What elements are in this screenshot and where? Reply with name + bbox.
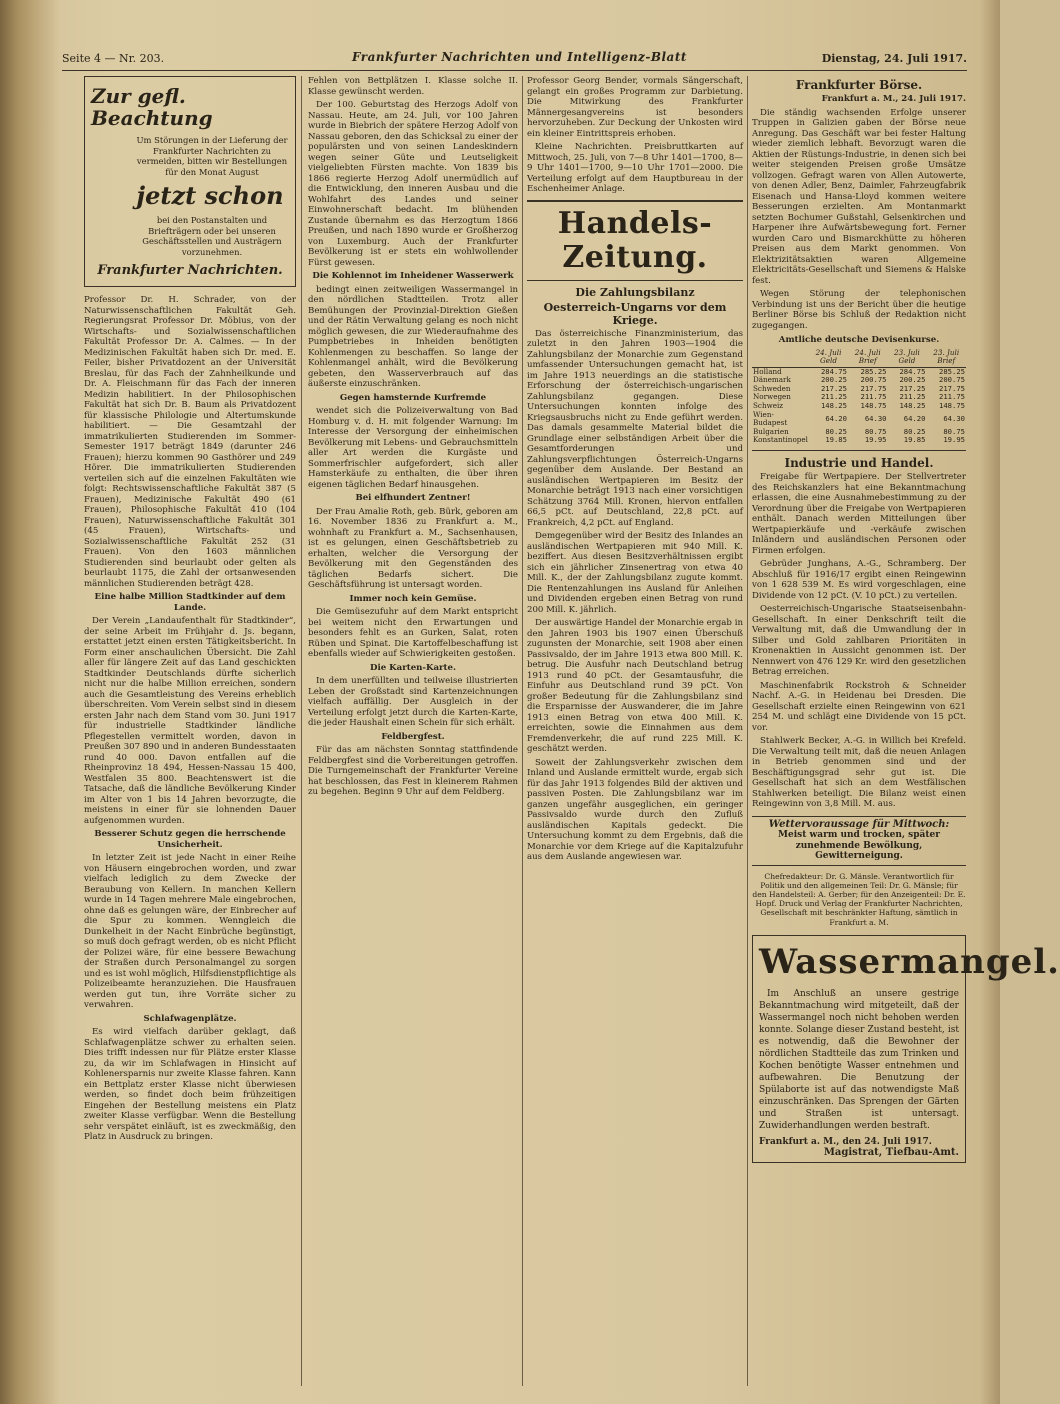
fx-rate: 19.85 [903,435,926,445]
article-text: Der Verein „Landaufenthalt für Stadtkinder“, der seine Arbeit im Frühjahr d. Js. begann, erstattet jetzt einen ersten Tätigkeitsbericht. In Form einer anschaulichen Übersicht. Die Zahl aller für längere Zeit auf das Land geschickten Stadtkinder Deutschlands dürfte sicherlich nicht nur die halbe Million erreichen, sondern auch die Gesamtleistung des Vereins erheblich überschreiten. Vom Verein selbst sind in diesem ersten Jahr nach dem Stand vom 30. Juni 1917 für industrielle Stadtkinder ländliche Pflegestellen vermittelt worden, davon in Preußen 307 890 und in anderen Bundesstaaten rund 40 000. Davon entfallen auf die Rheinprovinz 18 494, Hessen-Nassau 15 400, Westfalen 35 800. Beachtenswert ist die Tatsache, daß die ländliche Bevölkerung Kinder im Alter von 1 bis 14 Jahren bevorzugte, die meistens in einer für sie lohnenden Dauer aufgenommen wurden. [84,616,296,826]
fx-row [752,411,966,428]
fx-header-cell: 23. Juli Geld [887,348,926,368]
article-text: Gebrüder Junghans, A.-G., Schramberg. Der Abschluß für 1916/17 ergibt einen Reingewinn von 1 628 539 M. Es wird vorgeschlagen, eine Dividende von 12 pCt. (V. 10 pCt.) zu verteilen. [752,559,966,601]
article-text: Demgegenüber wird der Besitz des Inlandes an ausländischen Wertpapieren mit 940 Mill. K. beziffert. Aus diesen Besitzverhältnissen ergibt sich ein jährlicher Zinsenertrag von etwa 40 Mill. K., der der Zahlungsbilanz zugute kommt. Die Rentenzahlungen ins Ausland für Anleihen und Dividenden ergeben einen Betrag von rund 200 Mill. K. jährlich. [527,531,743,615]
boerse-dateline: Frankfurt a. M., 24. Juli 1917. [821,94,966,104]
fx-rate: 217.25 [899,383,926,393]
fx-rate: 284.75 [820,366,847,376]
subscription-notice [84,76,296,287]
fx-currency: Wien-Budapest [753,409,788,428]
article-text: Der auswärtige Handel der Monarchie ergab in den Jahren 1903 bis 1907 einen Überschuß zugunsten der Monarchie, seit 1908 aber einen Passivsaldo, der im Jahre 1913 etwa 800 Mill. K. betrug. Die Ausfuhr nach Deutschland betrug 1913 rund 40 pCt. der Gesamtausfuhr, die Einfuhr aus Deutschland rund 39 pCt. Von großer Bedeutung für die Zahlungsbilanz sind die Ersparnisse der Auswanderer, die im Jahre 1913 einen Betrag von etwa 400 Mill. K. erreichten, sowie die Einnahmen aus dem Fremdenverkehr, die auf rund 225 Mill. K. geschätzt werden. [527,618,743,754]
column-4 [752,76,1060,1386]
article-heading: Eine halbe Million Stadtkinder auf dem Lande. [94,592,286,613]
article-heading: Die Karten-Karte. [370,662,456,673]
fx-rate: 19.95 [943,435,965,445]
wassermangel-date: Frankfurt a. M., den 24. Juli 1917. [759,1136,932,1147]
column-rule [747,76,748,1386]
fx-row [752,436,966,445]
weather-forecast: Meist warm und trocken, später zunehmende Bewölkung, Gewitterneigung. [778,830,940,862]
fx-rate: 80.75 [943,426,965,436]
column-2 [308,76,518,1386]
notice-body: Um Störungen in der Lieferung der Frankfurter Nachrichten zu vermeiden, bitten wir Bestellungen für den Monat August [136,135,288,177]
fx-rate: 200.25 [899,375,926,385]
fx-currency: Norwegen [753,392,791,402]
masthead: Frankfurter Nachrichten und Intelligenz-Blatt [352,50,687,64]
article-text: Fehlen von Bettplätzen I. Klasse solche II. Klasse gewünscht werden. [308,76,518,97]
article-text: In dem unerfüllten und teilweise illustrierten Leben der Großstadt sind Kartenzeichnungen vielfach auffällig. Der Ausgleich in der Verteilung erfolgt jetzt durch die Karten-Karte, die jeder Haushalt einen Schein für sich erhält. [308,676,518,728]
article-text: Maschinenfabrik Rockstroh & Schneider Nachf. A.-G. in Heidenau bei Dresden. Die Gesellschaft erzielte einen Reingewinn von 621 254 M. und schlägt eine Dividende von 15 pCt. vor. [752,680,966,733]
notice-body-2: bei den Postanstalten und Briefträgern oder bei unseren Geschäftsstellen und Austrägern vorzunehmen. [142,215,282,257]
imprint: Chefredakteur: Dr. G. Mänsle. Verantwortlich für Politik und den allgemeinen Teil: Dr. G. Mänsle; für den Handelsteil: A. Gerber; für den Anzeigenteil: Dr. E. Hopf. Druck und Verlag der Frankfurter Nachrichten, Gesellschaft mit beschränkter Haftung, sämtlich in Frankfurt a. M. [752,871,966,927]
fx-rate: 19.85 [825,435,847,445]
article-heading: Schlafwagenplätze. [143,1013,237,1024]
article-text: Die ständig wachsenden Erfolge unserer Truppen in Galizien gaben der Börse neue Anregung. Das Geschäft war bei fester Haltung wieder ziemlich lebhaft. Bevorzugt waren die Aktien der Rüstungs-Industrie, in denen sich bei weiter steigenden Preisen große Umsätze vollzogen. Gefragt waren von Allen Autowerte, von denen Adler, Benz, Daimler, Fahrzeugfabrik Eisenach und Hansa-Lloyd kommen weitere Besserungen erzielten. Am Montanmarkt setzten Bochumer Gußstahl, Gelsenkirchen und Harpener ihre Aufwärtsbewegung fort. Ferner wurden Caro und Bismarckhütte zu höheren Preisen aus dem Markt genommen. Von Elektrizitätsaktien waren Allgemeine Elektricitäts-Gesellschaft und Siemens & Halske fest. [752,107,966,286]
fx-currency: Dänemark [753,375,791,385]
fx-rate: 80.25 [903,426,926,436]
weather-title: Wettervoraussage für Mittwoch: [768,818,950,830]
wassermangel-notice [752,935,1060,1164]
article-text: Stahlwerk Becker, A.-G. in Willich bei Krefeld. Die Verwaltung teilt mit, daß die neuen Anlagen in Betrieb genommen sind und der Beschäftigungsgrad sehr gut ist. Die Gesellschaft hat sich an dem Westfälischen Stahlwerken beteiligt. Die Bilanz weist einen Reingewinn von 3,8 Mill. M. aus. [752,736,966,810]
issue-date: Dienstag, 24. Juli 1917. [821,52,967,65]
fx-rate: 217.75 [860,383,887,393]
fx-rate: 80.75 [864,426,887,436]
fx-rate: 148.75 [860,401,887,411]
article-subtitle: Oesterreich-Ungarns vor dem Kriege. [543,300,727,327]
fx-rate: 64.30 [864,413,887,423]
fx-rate: 285.25 [939,366,965,376]
fx-header-cell [752,348,809,368]
fx-row [752,393,966,402]
article-text: Professor Dr. H. Schrader, von der Naturwissenschaftlichen Fakultät Geh. Regierungsrat Professor Dr. Möbius, von der Wirtschafts- und Sozialwissenschaftlichen Fakultät Professor Dr. A. Calmes. — In der Medizinischen Fakultät haben sich Dr. med. E. Feiler, bisher Privatdozent an der Universität Breslau, für das Fach der Zahnheilkunde und Dr. A. Fleischmann für das Fach der inneren Medizin habilitiert. In der Philosophischen Fakultät hat sich Dr. B. Baum als Privatdozent für klassische Philologie und Altertumskunde habilitiert. — Die Gesamtzahl der immatrikulierten Studierenden im Sommer-Semester 1917 beträgt 1849 (darunter 246 Frauen); hierzu kommen 90 Gasthörer und 249 Hörer. Die immatrikulierten Studierenden verteilen sich auf die einzelnen Fakultäten wie folgt: Rechtswissenschaftliche Fakultät 387 (5 Frauen), Medizinische Fakultät 490 (61 Frauen), Philosophische Fakultät 410 (104 Frauen), Naturwissenschaftliche Fakultät 301 (45 Frauen), Wirtschafts- und Sozialwissenschaftliche Fakultät 252 (31 Frauen). Von den 1603 männlichen Studierenden sind beurlaubt oder gelten als beurlaubt 1175, die Zahl der ortsanwesenden männlichen Studierenden beträgt 428. [84,295,296,589]
page-header [62,50,967,71]
fx-currency: Bulgarien [753,426,789,436]
fx-rate: 64.20 [903,413,926,423]
wassermangel-title: Wassermangel. [759,941,1060,982]
fx-rate: 211.25 [899,392,926,402]
fx-rate: 64.30 [943,413,965,423]
fx-table-title: Amtliche deutsche Devisenkurse. [778,335,940,345]
divider [752,450,966,451]
article-text: Der Frau Amalie Roth, geb. Bürk, geboren am 16. November 1836 zu Frankfurt a. M., wohnhaft zu Frankfurt a. M., Sachsenhausen, ist es gelungen, einen Geschäftsbetrieb zu erhalten, welcher die Versorgung der Bevölkerung mit den Gegenständen des täglichen Bedarfs sichert. Die Geschäftsführung ist untersagt worden. [308,506,518,590]
fx-rate: 200.75 [939,375,965,385]
fx-rate: 211.75 [860,392,887,402]
fx-rate: 211.25 [820,392,847,402]
article-text: In letzter Zeit ist jede Nacht in einer Reihe von Häusern eingebrochen worden, und zwar vielfach lediglich zu dem Zwecke der Beraubung von Kellern. In manchen Kellern wurde in 14 Tagen mehrere Male eingebrochen, ohne daß es gelungen wäre, der Einbrecher auf die Spur zu kommen. Wenngleich die Dunkelheit in der Nacht Einbrüche begünstigt, so muß doch gefragt werden, ob es nicht Pflicht der Polizei wäre, für eine bessere Bewachung der Straßen durch Personalmangel zu sorgen und es ist wohl möglich, Hilfsdienstpflichtige als Polizeibeamte heranzuziehen. Die Hausfrauen werden gut tun, ihre Vorräte sicher zu verwahren. [84,853,296,1010]
article-text: Professor Georg Bender, vormals Sängerschaft, gelangt ein großes Programm zur Darbietung. Die Mitwirkung des Frankfurter Männergesangvereins ist besonders hervorzuheben. Zur Deckung der Unkosten wird ein kleiner Eintrittspreis erhoben. [527,76,743,139]
article-heading: Feldbergfest. [381,731,445,742]
fx-row [752,402,966,411]
notice-title: Zur gefl. Beachtung [91,84,213,130]
fx-currency: Schweiz [753,401,784,411]
fx-rate: 148.75 [939,401,965,411]
article-text: Wegen Störung der telephonischen Verbindung ist uns der Bericht über die heutige Berliner Börse bis Schluß der Redaktion nicht zugegangen. [752,289,966,331]
article-heading: Besserer Schutz gegen die herrschende Unsicherheit. [94,829,286,850]
article-heading: Bei elfhundert Zentner! [355,493,471,503]
page-number: Seite 4 — Nr. 203. [62,52,165,65]
article-text: Oesterreichisch-Ungarische Staatseisenbahn-Gesellschaft. In einer Denkschrift teilt die Verwaltung mit, daß die Umwandlung der in Silber und Gold zahlbaren Prioritäten in Kronenaktien in Aussicht genommen ist. Der Nennwert von 476 129 Kr. wird den gesetzlichen Betrag erreichen. [752,604,966,678]
boerse-title: Frankfurter Börse. [795,78,923,92]
fx-header-cell: 24. Juli Brief [848,348,888,368]
column-3 [527,76,743,1386]
fx-rate: 217.25 [820,383,847,393]
industry-title: Industrie und Handel. [784,456,934,471]
fx-rate: 148.25 [899,401,926,411]
divider [527,280,743,281]
wassermangel-signature: Magistrat, Tiefbau-Amt. [823,1146,959,1158]
fx-table [752,348,966,446]
column-rule [301,76,302,1386]
section-title: Handels-Zeitung. [557,205,713,275]
fx-header-cell: 23. Juli Brief [926,348,966,368]
article-text: Das österreichische Finanzministerium, das zuletzt in den Jahren 1903—1904 die Zahlungsbilanz der Monarchie zum Gegenstand umfassender Untersuchungen gemacht hat, ist im Jahre 1913 neuerdings an die statistische Erforschung der österreichisch-ungarischen Zahlungsbilanz gegangen. Diese Untersuchungen konnten infolge des Kriegsausbruchs nicht zu Ende geführt werden. Das damals gesammelte Material bildet die Grundlage einer selbständigen Arbeit über die Gesamtforderungen und Zahlungsverpflichtungen Österreich-Ungarns gegenüber dem Auslande. Der Bestand an ausländischen Wertpapieren im Besitz der Monarchie beträgt 1913 nach einer vorsichtigen Schätzung 3764 Mill. Kronen, hiervon entfallen 66,5 pCt. auf Deutschland, 22,8 pCt. auf Frankreich, 4,2 pCt. auf England. [527,328,743,528]
article-text: Die Gemüsezufuhr auf dem Markt entspricht bei weitem nicht den Erwartungen und besonders fehlt es an Gurken, Salat, roten Rüben und Spinat. Die Kartoffelbeschaffung ist ebenfalls wieder auf Schwierigkeiten gestoßen. [308,607,518,659]
fx-rate: 211.75 [939,392,965,402]
article-text: wendet sich die Polizeiverwaltung von Bad Homburg v. d. H. mit folgender Warnung: Im Interesse der Versorgung der einheimischen Bevölkerung mit Lebens- und Gebrauchsmitteln aller Art werden die Kurgäste und Sommerfrischler aufgefordert, sich aller Hamsterkäufe zu enthalten, die über ihren eigenen täglichen Bedarf hinausgehen. [308,406,518,490]
article-heading: Die Kohlennot im Inheidener Wasserwerk [312,271,514,281]
fx-rate: 19.95 [864,435,887,445]
fx-header-cell: 24. Juli Geld [809,348,848,368]
weather-box [752,816,966,866]
article-text: Für das am nächsten Sonntag stattfindende Feldbergfest sind die Vorbereitungen getroffen. Die Turngemeinschaft der Frankfurter Vereine hat beschlossen, das Fest in kleinerem Rahmen zu begehen. Beginn 9 Uhr auf dem Feldberg. [308,745,518,797]
fx-currency: Holland [753,366,782,376]
article-text: Es wird vielfach darüber geklagt, daß Schlafwagenplätze schwer zu erhalten seien. Dies trifft indessen nur für Plätze erster Klasse zu, da wir im Schlafwagen in Hinsicht auf Kohlenersparnis nur zweite Klasse fahren. Kann ein Bettplatz erster Klasse nicht überwiesen werden, so findet doch beim frühzeitigen Eingehen der Bestellung meistens ein Platz zweiter Klasse verfügbar. Wenn die Bestellung sehr verspätet einläuft, ist es zweckmäßig, den Platz in Ausdruck zu bringen. [84,1027,296,1142]
fx-rate: 285.25 [860,366,887,376]
notice-emphasis: jetzt schon [136,181,284,210]
article-text: bedingt einen zeitweiligen Wassermangel in den nördlichen Stadtteilen. Trotz aller Bemühungen der Provinzial-Direktion Gießen und der Rätin Verwaltung gelang es noch nicht möglich gewesen, die zur Wiederaufnahme des Pumpbetriebes in Inheiden benötigten Kohlenmengen zu beschaffen. So lange der Kohlenmangel anhält, wird die Bevölkerung gebeten, den Wasserverbrauch auf das äußerste einzuschränken. [308,284,518,389]
article-title: Die Zahlungsbilanz [575,285,695,299]
article-text: Soweit der Zahlungsverkehr zwischen dem Inland und Auslande ermittelt wurde, ergab sich für das Jahr 1913 folgendes Bild der aktiven und passiven Posten. Die Zahlungsbilanz war im ganzen ungefähr ausgeglichen, ein geringer Passivsaldo wurde durch den Zufluß ausländischen Kapitals gedeckt. Die Untersuchung kommt zu dem Ergebnis, daß die Monarchie vor dem Kriege auf die Kapitalzufuhr aus dem Auslande angewiesen war. [527,757,743,862]
divider [527,200,743,202]
column-1 [84,76,296,1386]
article-text: Der 100. Geburtstag des Herzogs Adolf von Nassau. Heute, am 24. Juli, vor 100 Jahren wurde in Biebrich der spätere Herzog Adolf von Nassau geboren, den das Schicksal zu einer der populärsten und von seinen Landeskindern wegen seiner Güte und Leutseligkeit vielgeliebten Fürsten machte. Von 1839 bis 1866 regierte Herzog Adolf unermüdlich auf die Entwicklung, den inneren Ausbau und die Wohlfahrt des Landes und seiner Einwohnerschaft bedacht. Im blühenden Zustande übernahm es das Herzogtum 1866 Preußen, und nach 1890 wurde er Großherzog von Luxemburg. Auch der Frankfurter Bevölkerung ist er stets ein wohlwollender Fürst gewesen. [308,100,518,268]
fx-currency: Schweden [753,383,791,393]
article-text: Freigabe für Wertpapiere. Der Stellvertreter des Reichskanzlers hat eine Bekanntmachung erlassen, die eine Ausnahmebestimmung zu der Verordnung über die Freigabe von Wertpapieren enthält. Danach werden Mitteilungen über Wertpapierkäufe und -verkäufe zwischen Inländern und ausländischen Personen oder Firmen erfolgen. [752,472,966,556]
wassermangel-text: Im Anschluß an unsere gestrige Bekanntmachung wird mitgeteilt, daß der Wassermangel noch nicht behoben werden konnte. Solange dieser Zustand besteht, ist es notwendig, daß die Bewohner der nördlichen Stadtteile das zum Trinken und Kochen benötigte Wasser entnehmen und aufbewahren. Die Benutzung der Spülaborte ist auf das notwendigste Maß einzuschränken. Das Sprengen der Gärten und Straßen ist untersagt. Zuwiderhandlungen werden bestraft. [759,988,959,1131]
fx-rate: 200.25 [820,375,847,385]
book-binding [0,0,60,1404]
column-rule [522,76,523,1386]
fx-rate: 284.75 [899,366,926,376]
fx-currency: Konstantinopel [753,435,808,445]
fx-rate: 64.20 [825,413,847,423]
article-heading: Gegen hamsternde Kurfremde [339,392,487,403]
fx-rate: 80.25 [825,426,847,436]
article-heading: Immer noch kein Gemüse. [349,593,477,604]
fx-rate: 200.75 [860,375,887,385]
notice-signature: Frankfurter Nachrichten. [97,263,283,278]
article-text: Kleine Nachrichten. Preisbruttkarten auf Mittwoch, 25. Juli, von 7—8 Uhr 1401—1700, 8—9 Uhr 1401—1700, 9—10 Uhr 1701—2000. Die Verteilung erfolgt auf dem Hauptbureau in der Eschenheimer Anlage. [527,142,743,194]
fx-rate: 217.75 [939,383,965,393]
fx-rate: 148.25 [820,401,847,411]
